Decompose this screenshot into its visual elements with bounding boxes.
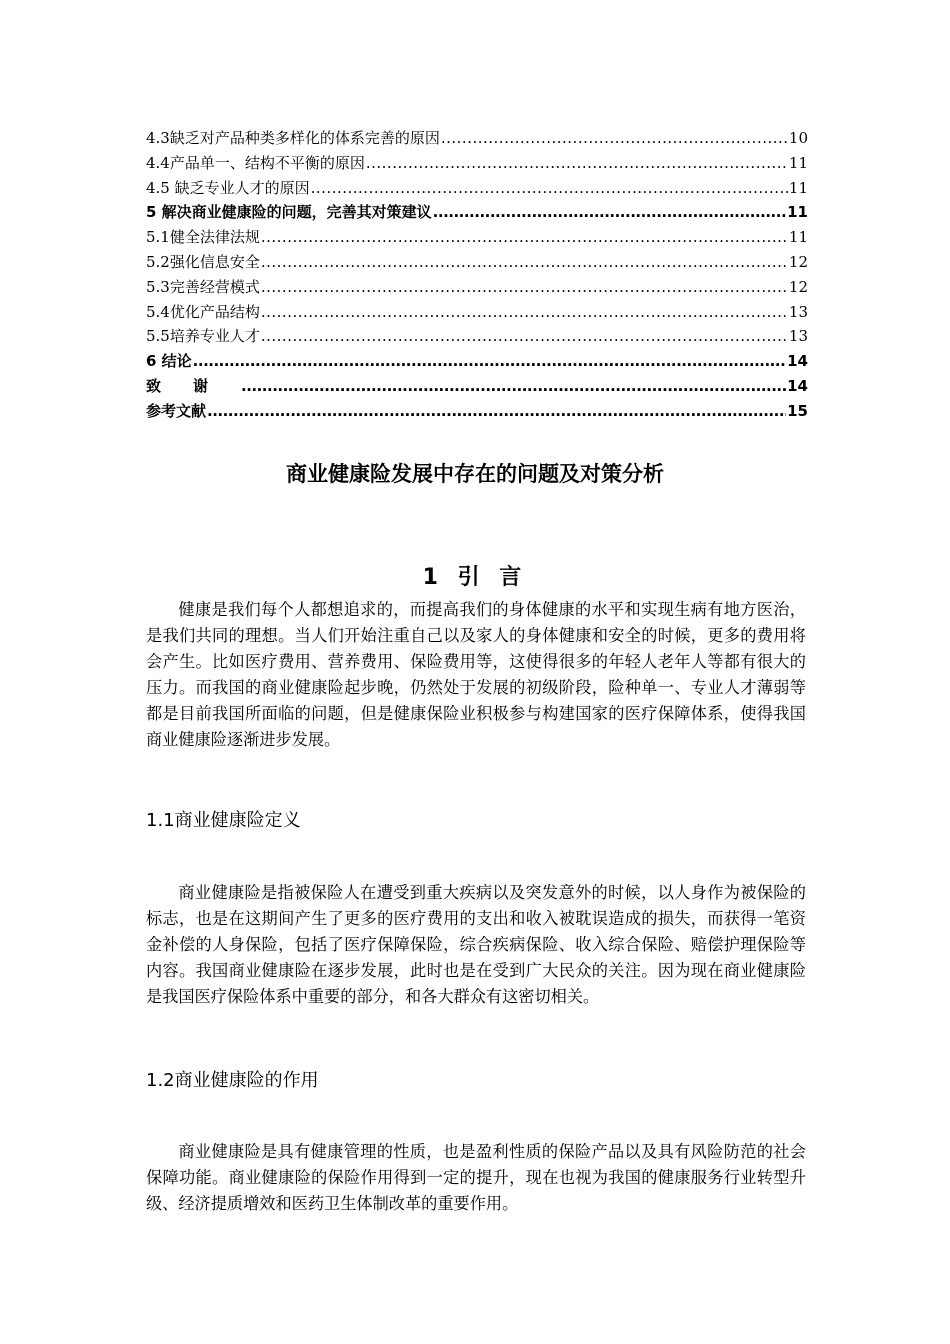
toc-entry-label: 4.3缺乏对产品种类多样化的体系完善的原因 — [146, 129, 440, 147]
toc-entry-label: 致谢 — [146, 376, 241, 395]
toc-leader-dots — [261, 250, 788, 275]
toc-leader-dots — [241, 374, 786, 399]
toc-entry[interactable] — [146, 250, 808, 275]
intro-paragraph: 健康是我们每个人都想追求的，而提高我们的身体健康的水平和实现生病有地方医治，是我们共同的理想。当人们开始注重自己以及家人的身体健康和安全的时候，更多的费用将会产生。比如医疗费用、营养费用、保险费用等，这使得很多的年轻人老年人等都有很大的压力。而我国的商业健康险起步晚，仍然处于发展的初级阶段，险种单一、专业人才薄弱等都是目前我国所面临的问题，但是健康保险业积极参与构建国家的医疗保障体系，使得我国商业健康险逐渐进步发展。 — [146, 600, 806, 749]
toc-entry-label: 4.4产品单一、结构不平衡的原因 — [146, 153, 365, 172]
toc-entry-label: 6 结论 — [146, 352, 192, 371]
toc-entry-page: 11 — [788, 153, 808, 172]
toc-entry-page: 12 — [788, 252, 808, 271]
toc-leader-dots — [261, 225, 788, 250]
section-heading-1-2: 1.2商业健康险的作用 — [146, 1070, 319, 1091]
toc-entry-label: 5.3完善经营模式 — [146, 277, 260, 296]
toc-entry-page: 10 — [788, 129, 808, 147]
toc-leader-dots — [311, 176, 788, 201]
toc-leader-dots — [441, 126, 788, 151]
toc-entry[interactable] — [146, 200, 808, 225]
table-of-contents — [146, 126, 808, 424]
toc-entry-label: 5.4优化产品结构 — [146, 302, 260, 321]
toc-entry[interactable] — [146, 126, 808, 151]
toc-entry[interactable] — [146, 324, 808, 349]
toc-entry[interactable] — [146, 225, 808, 250]
toc-entry-label: 参考文献 — [146, 401, 207, 420]
toc-entry-page: 15 — [787, 401, 808, 420]
toc-entry[interactable] — [146, 349, 808, 374]
toc-entry[interactable] — [146, 374, 808, 399]
toc-entry-label: 5 解决商业健康险的问题，完善其对策建议 — [146, 203, 432, 222]
toc-entry-page: 14 — [787, 352, 808, 371]
toc-entry-page: 11 — [787, 203, 808, 222]
toc-entry[interactable] — [146, 151, 808, 176]
section-1-2-paragraph: 商业健康险是具有健康管理的性质，也是盈利性质的保险产品以及具有风险防范的社会保障功能。商业健康险的保险作用得到一定的提升，现在也视为我国的健康服务行业转型升级、经济提质增效和医药卫生体制改革的重要作用。 — [146, 1142, 806, 1213]
toc-leader-dots — [366, 151, 788, 176]
toc-entry-label: 4.5 缺乏专业人才的原因 — [146, 178, 310, 197]
toc-entry[interactable] — [146, 176, 808, 201]
toc-entry-page: 13 — [788, 302, 808, 321]
toc-entry-page: 11 — [788, 178, 808, 197]
section-heading-1-1: 1.1商业健康险定义 — [146, 810, 301, 831]
toc-leader-dots — [261, 275, 788, 300]
toc-entry-page: 14 — [787, 376, 808, 395]
toc-entry-label: 5.1健全法律法规 — [146, 228, 260, 247]
toc-entry-page: 11 — [788, 228, 808, 247]
document-title: 商业健康险发展中存在的问题及对策分析 — [286, 462, 664, 486]
toc-leader-dots — [193, 349, 786, 374]
toc-entry-label: 5.5培养专业人才 — [146, 327, 260, 346]
toc-entry-page: 12 — [788, 277, 808, 296]
toc-entry[interactable] — [146, 399, 808, 424]
section-1-1-paragraph: 商业健康险是指被保险人在遭受到重大疾病以及突发意外的时候，以人身作为被保险的标志，也是在这期间产生了更多的医疗费用的支出和收入被耽误造成的损失，而获得一笔资金补偿的人身保险，包括了医疗保障保险，综合疾病保险、收入综合保险、赔偿护理保险等内容。我国商业健康险在逐步发展，此时也是在受到广大民众的关注。因为现在商业健康险是我国医疗保险体系中重要的部分，和各大群众有这密切相关。 — [146, 883, 806, 1006]
toc-entry[interactable] — [146, 275, 808, 300]
chapter-heading: 1 引 言 — [422, 565, 528, 590]
toc-entry-page: 13 — [788, 327, 808, 346]
toc-entry[interactable] — [146, 300, 808, 325]
toc-entry-label: 5.2强化信息安全 — [146, 252, 260, 271]
toc-leader-dots — [261, 300, 788, 325]
toc-leader-dots — [433, 200, 786, 225]
toc-leader-dots — [261, 324, 788, 349]
toc-leader-dots — [207, 399, 786, 424]
